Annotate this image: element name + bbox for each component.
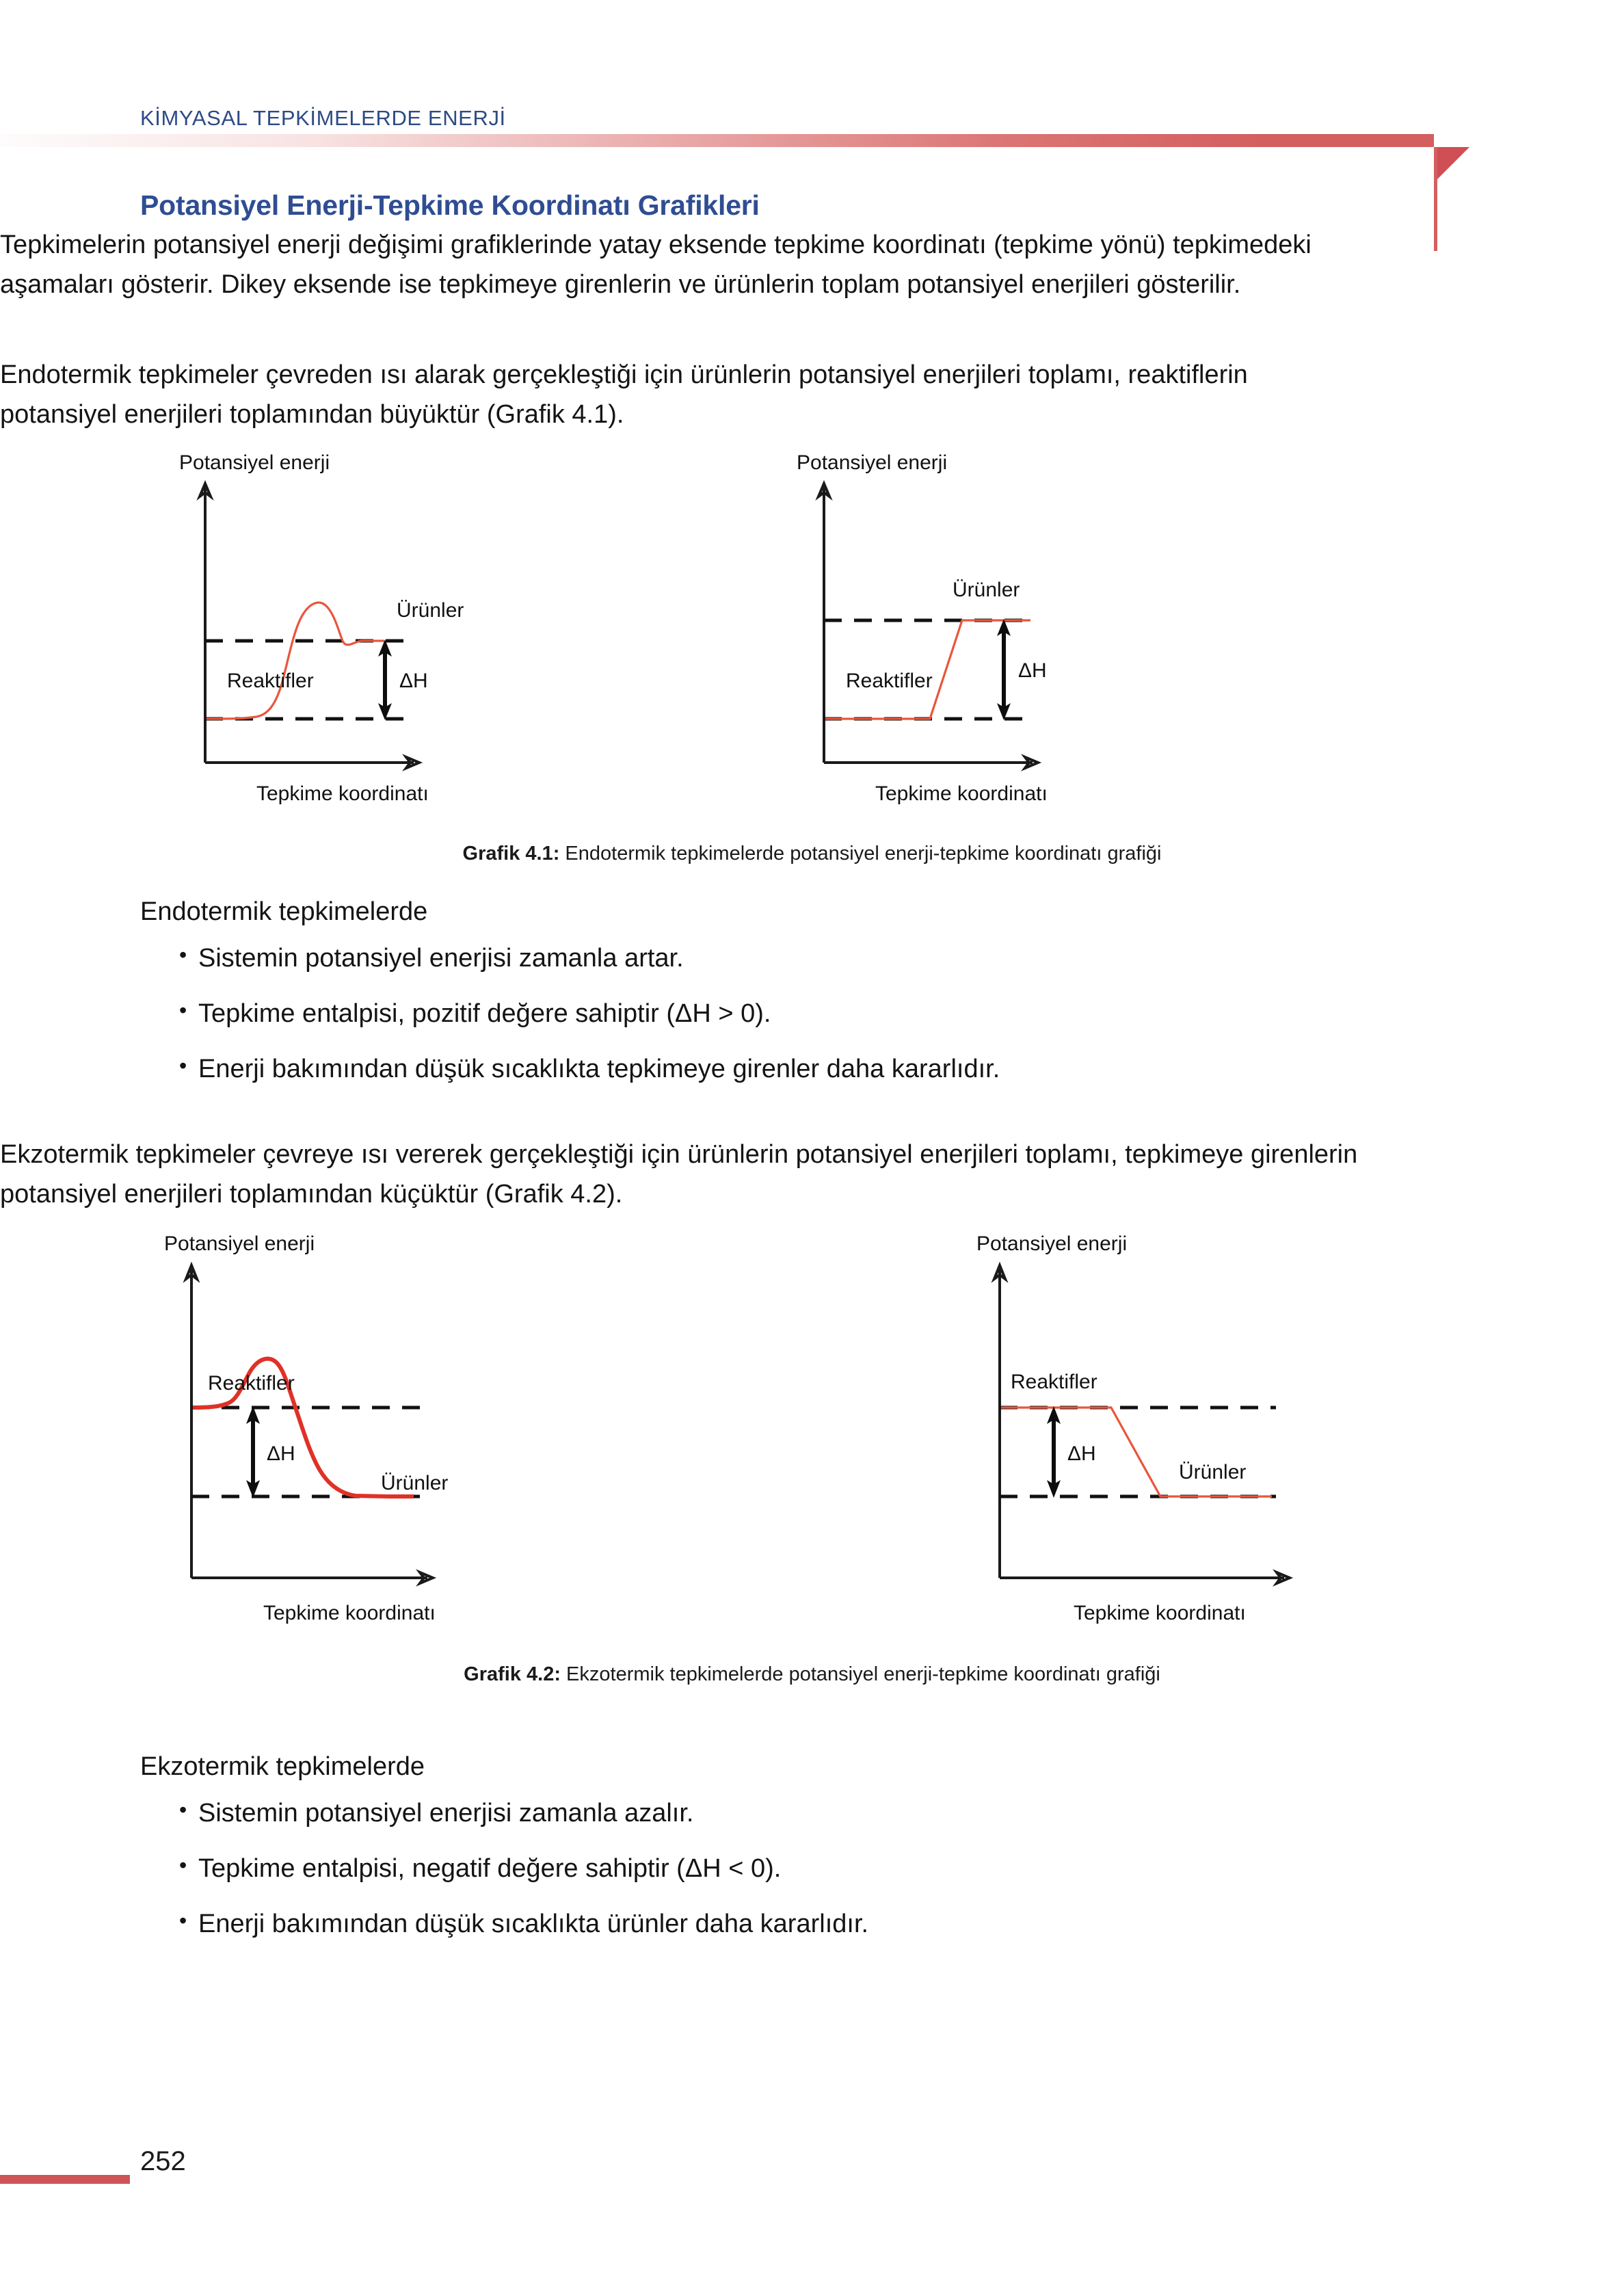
header-vertical-rule [1434,147,1437,251]
reactants-label: Reaktifler [1011,1371,1097,1393]
list-item: • Sistemin potansiyel enerjisi zamanla azalır. [179,1800,868,1826]
page-title: Potansiyel Enerji-Tepkime Koordinatı Grafikleri [140,189,760,222]
products-label: Ürünler [1179,1461,1247,1483]
intro-paragraph: Tepkimelerin potansiyel enerji değişimi grafiklerinde yatay eksende tepkime koordinatı (tepkime yönü) tepkimedeki aşamaları gösterir. Dikey eksende ise tepkimeye girenlerin ve ürünlerin toplam potansiyel enerjileri gösterilir. [0,230,1312,299]
grafik-4-1-svg [116,451,1511,834]
figure-grafik-4-2 [116,1224,1511,1635]
delta-h-label: ΔH [267,1442,295,1465]
delta-h-label: ΔH [399,670,428,692]
exothermic-bullet-list [179,1800,868,1966]
list-item: • Sistemin potansiyel enerjisi zamanla artar. [179,945,1000,971]
caption-text: Ekzotermik tepkimelerde potansiyel enerji-tepkime koordinatı grafiği [566,1663,1160,1685]
caption-label: Grafik 4.1: [462,843,565,865]
reactants-label: Reaktifler [227,670,314,692]
delta-h-label: ΔH [1067,1442,1096,1465]
endothermic-bullet-list [179,945,1000,1111]
products-label: Ürünler [953,579,1020,601]
chart-grafik-4-2-right [976,1232,1290,1624]
list-item: • Tepkime entalpisi, negatif değere sahiptir (ΔH < 0). [179,1856,868,1882]
exothermic-paragraph: Ekzotermik tepkimeler çevreye ısı vererek gerçekleştiği için ürünlerin potansiyel enerjileri toplamı, tepkimeye girenlerin potansiyel enerjileri toplamından küçüktür (Grafik 4.2). [0,1140,1358,1209]
caption-label: Grafik 4.2: [464,1663,567,1685]
y-axis-label: Potansiyel enerji [179,451,330,474]
page-number: 252 [140,2146,186,2176]
x-axis-label: Tepkime koordinatı [263,1602,436,1624]
figure-grafik-4-1 [116,451,1511,834]
delta-h-label: ΔH [1018,659,1047,682]
products-label: Ürünler [397,599,464,622]
reactants-label: Reaktifler [208,1372,295,1395]
grafik-4-2-svg [116,1224,1511,1635]
list-item: • Enerji bakımından düşük sıcaklıkta tepkimeye girenler daha kararlıdır. [179,1056,1000,1082]
endothermic-paragraph: Endotermik tepkimeler çevreden ısı alarak gerçekleştiği için ürünlerin potansiyel enerjileri toplamı, reaktiflerin potansiyel enerjileri toplamından büyüktür (Grafik 4.1). [0,360,1248,429]
caption-text: Endotermik tepkimelerde potansiyel enerji-tepkime koordinatı grafiği [565,843,1162,865]
exothermic-list-lead: Ekzotermik tepkimelerde [140,1752,425,1781]
y-axis-label: Potansiyel enerji [976,1232,1128,1255]
chart-grafik-4-1-left [179,451,464,805]
footer-accent-bar [0,2175,130,2184]
x-axis-label: Tepkime koordinatı [875,782,1048,805]
list-item: • Tepkime entalpisi, pozitif değere sahiptir (ΔH > 0). [179,1001,1000,1027]
endothermic-list-lead: Endotermik tepkimelerde [140,897,428,926]
y-axis-label: Potansiyel enerji [164,1232,315,1255]
x-axis-label: Tepkime koordinatı [1074,1602,1246,1624]
chart-grafik-4-2-left [164,1232,448,1624]
running-head: KİMYASAL TEPKİMELERDE ENERJİ [140,106,506,130]
list-item: • Enerji bakımından düşük sıcaklıkta ürünler daha kararlıdır. [179,1911,868,1937]
reactants-label: Reaktifler [846,670,933,692]
figure-caption-grafik-4-1 [0,843,1624,865]
y-axis-label: Potansiyel enerji [797,451,948,474]
x-axis-label: Tepkime koordinatı [256,782,429,805]
energy-profile-curve [207,603,384,719]
figure-caption-grafik-4-2 [0,1663,1624,1686]
header-accent-band [0,134,1434,147]
header-corner-fold [1434,147,1469,183]
products-label: Ürünler [381,1472,449,1494]
chart-grafik-4-1-right [797,451,1048,805]
